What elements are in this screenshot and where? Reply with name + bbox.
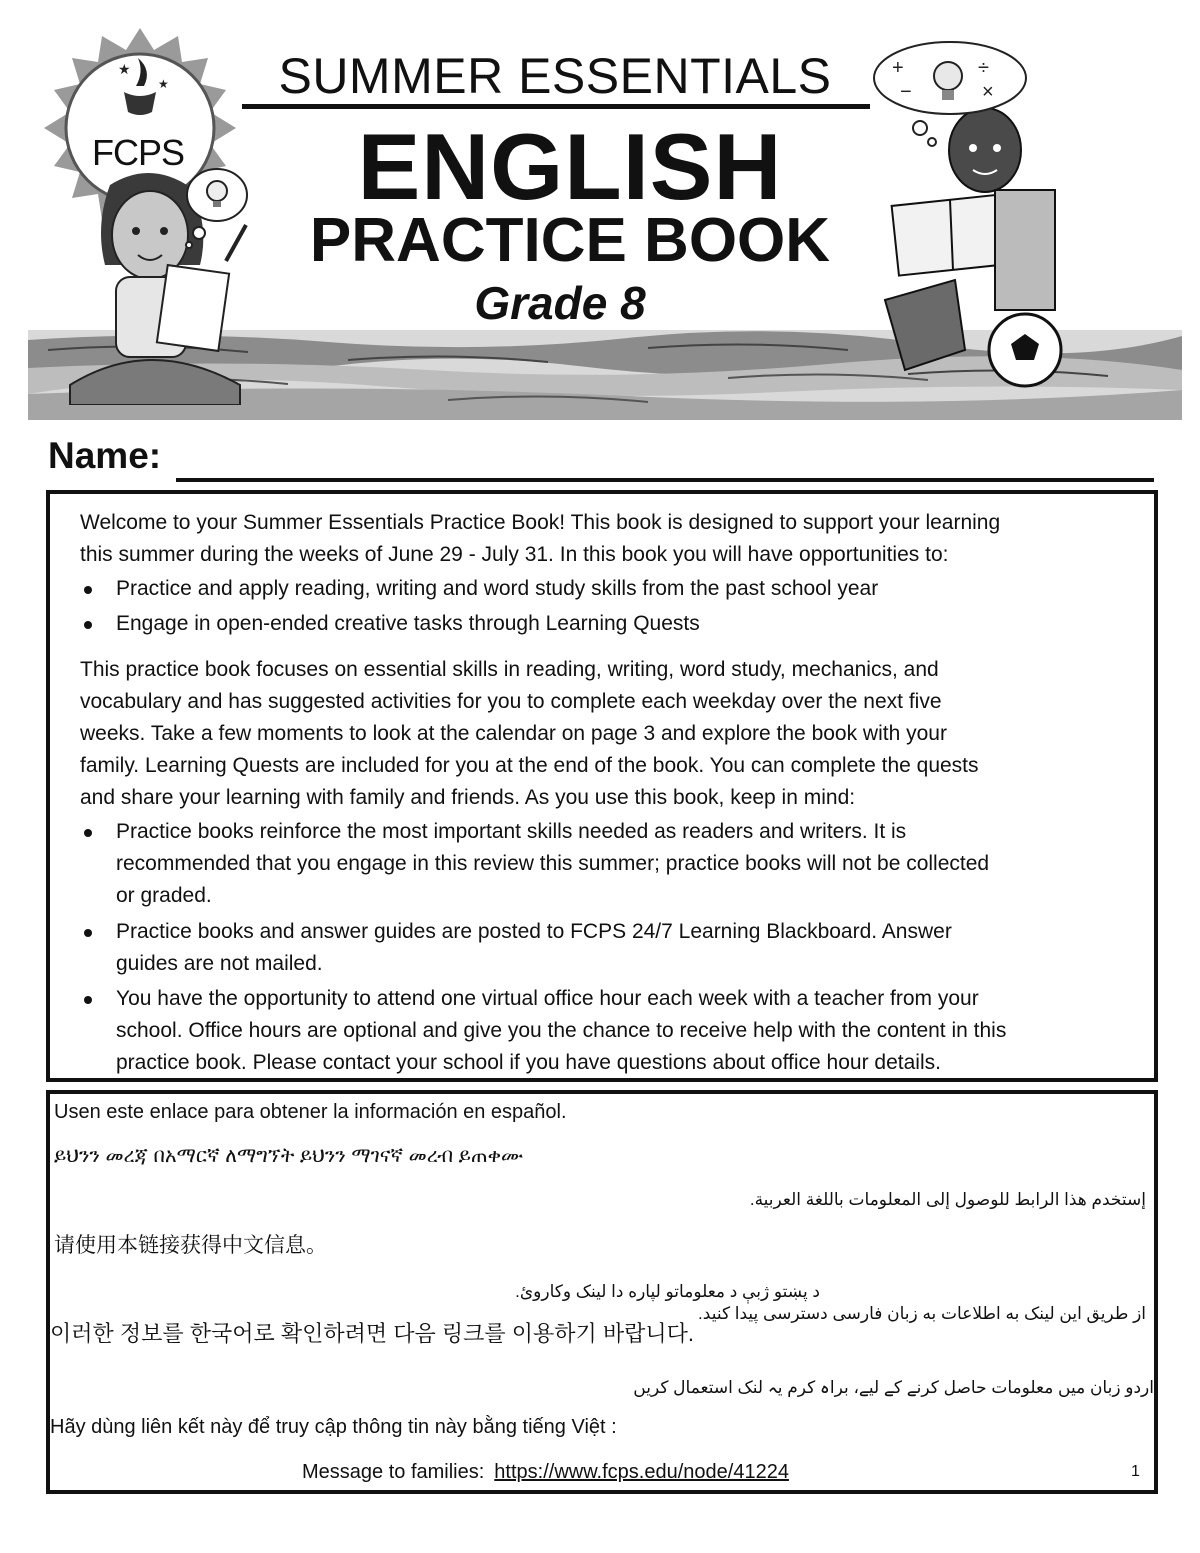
name-label: Name: bbox=[48, 435, 162, 476]
page-number: 1 bbox=[1131, 1463, 1140, 1480]
book-title: PRACTICE BOOK bbox=[309, 206, 831, 275]
svg-text:+: + bbox=[892, 57, 904, 79]
bullet-text: recommended that you engage in this review this summer; practice books will not be collected bbox=[116, 852, 990, 875]
grade-label: Grade 8 bbox=[474, 277, 646, 329]
bullet-text: guides are not mailed. bbox=[116, 952, 323, 975]
bullet-dot-icon bbox=[84, 996, 92, 1004]
language-line-farsi[interactable]: از طریق این لینک به اطلاعات به زبان فارسی دسترسی پیدا کنید. bbox=[698, 1304, 1146, 1323]
subject-title: ENGLISH bbox=[357, 114, 783, 219]
series-underline bbox=[242, 104, 870, 109]
thought-bubble-lightbulb-icon bbox=[175, 165, 250, 250]
cover-header bbox=[0, 0, 1200, 425]
paragraph-line: vocabulary and has suggested activities for you to complete each weekday over the next five bbox=[80, 690, 942, 713]
bullet-dot-icon bbox=[84, 929, 92, 937]
bullet-text: practice book. Please contact your school if you have questions about office hour details. bbox=[116, 1051, 941, 1074]
bullet-text: Practice and apply reading, writing and word study skills from the past school year bbox=[116, 577, 879, 600]
svg-text:★: ★ bbox=[118, 61, 131, 77]
bullet-text: Engage in open-ended creative tasks through Learning Quests bbox=[116, 612, 700, 635]
bullet-text: or graded. bbox=[116, 884, 212, 907]
bullet-text: school. Office hours are optional and give you the chance to receive help with the content in this bbox=[116, 1019, 1007, 1042]
language-line-vietnamese[interactable]: Hãy dùng liên kết này để truy cập thông tin này bằng tiếng Việt : bbox=[50, 1416, 617, 1438]
language-line-spanish[interactable]: Usen este enlace para obtener la información en español. bbox=[54, 1101, 567, 1123]
svg-text:÷: ÷ bbox=[978, 57, 989, 79]
language-line-urdu[interactable]: اردو زبان میں معلومات حاصل کرنے کے لیے، براہ کرم یہ لنک استعمال کریں bbox=[633, 1378, 1154, 1397]
intro-line: this summer during the weeks of June 29 - July 31. In this book you will have opportunities to: bbox=[80, 543, 949, 566]
bullet-dot-icon bbox=[84, 586, 92, 594]
thought-bubble-math-icon bbox=[870, 38, 1030, 148]
paragraph-line: weeks. Take a few moments to look at the calendar on page 3 and explore the book with your bbox=[80, 722, 947, 745]
svg-text:★: ★ bbox=[158, 77, 169, 91]
paragraph-line: family. Learning Quests are included for you at the end of the book. You can complete the quests bbox=[80, 754, 979, 777]
bullet-text: You have the opportunity to attend one virtual office hour each week with a teacher from your bbox=[116, 987, 979, 1010]
message-label: Message to families: bbox=[302, 1461, 485, 1483]
bullet-dot-icon bbox=[84, 829, 92, 837]
series-title: SUMMER ESSENTIALS bbox=[278, 48, 832, 104]
language-line-amharic[interactable]: ይህንን መረጃ በአማርኛ ለማግኘት ይህንን ማገናኛ መረብ ይጠቀሙ bbox=[54, 1145, 524, 1167]
svg-text:×: × bbox=[982, 81, 994, 103]
name-write-line[interactable] bbox=[176, 478, 1154, 482]
message-link[interactable]: https://www.fcps.edu/node/41224 bbox=[494, 1461, 789, 1483]
language-line-chinese[interactable]: 请使用本链接获得中文信息。 bbox=[54, 1234, 327, 1257]
language-line-korean[interactable]: 이러한 정보를 한국어로 확인하려면 다음 링크를 이용하기 바랍니다. bbox=[50, 1321, 694, 1346]
intro-line: Welcome to your Summer Essentials Practice Book! This book is designed to support your learning bbox=[80, 511, 1001, 534]
bullet-text: Practice books reinforce the most important skills needed as readers and writers. It is bbox=[116, 820, 907, 843]
language-line-pashto[interactable]: د پښتو ژبې د معلوماتو لپاره دا لینک وکاروئ. bbox=[515, 1282, 820, 1301]
svg-text:−: − bbox=[900, 81, 912, 103]
paragraph-line: and share your learning with family and friends. As you use this book, keep in mind: bbox=[80, 786, 856, 809]
paragraph-line: This practice book focuses on essential skills in reading, writing, word study, mechanics, and bbox=[80, 658, 939, 681]
badge-text: FCPS bbox=[92, 132, 185, 173]
bullet-dot-icon bbox=[84, 621, 92, 629]
message-to-families bbox=[302, 1458, 789, 1486]
bullet-text: Practice books and answer guides are posted to FCPS 24/7 Learning Blackboard. Answer bbox=[116, 920, 952, 943]
language-line-arabic[interactable]: إستخدم هذا الرابط للوصول إلى المعلومات باللغة العربية. bbox=[749, 1190, 1146, 1209]
